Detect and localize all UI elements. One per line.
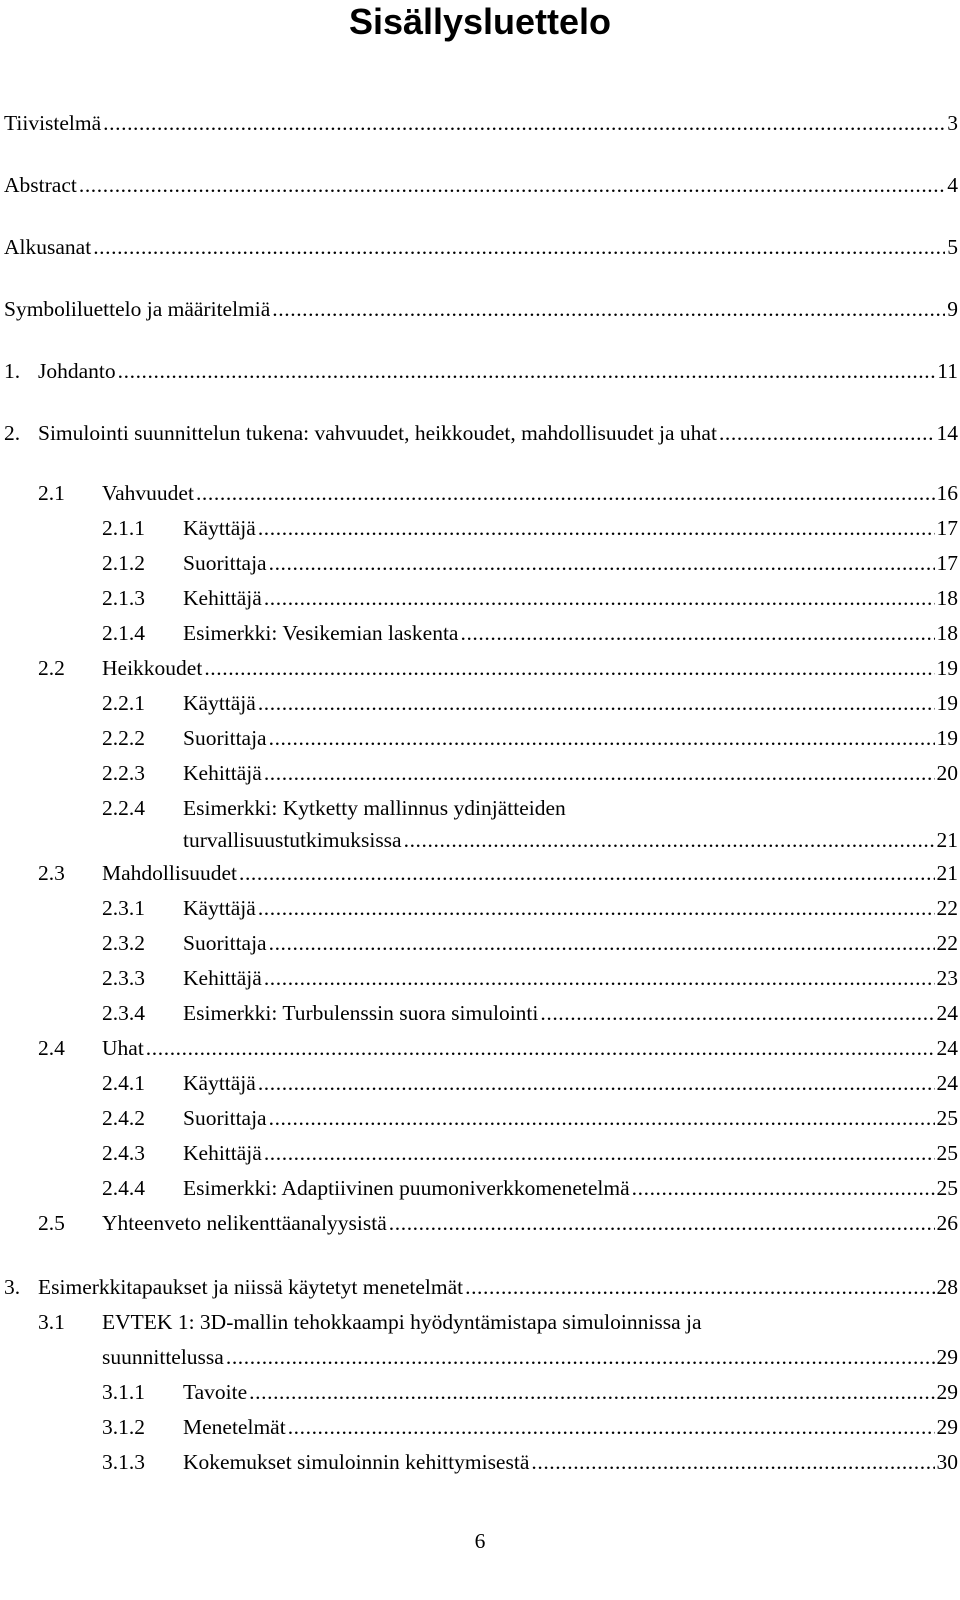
toc-entry[interactable] [0, 1066, 958, 1100]
toc-entry-page: 29 [936, 1415, 958, 1439]
toc-entry-title: Kokemukset simuloinnin kehittymisestä [183, 1450, 530, 1474]
toc-entry[interactable] [0, 1031, 958, 1065]
page-title: Sisällysluettelo [348, 1, 612, 42]
toc-entry[interactable] [0, 1375, 958, 1409]
toc-entry-number: 2.3 [38, 861, 65, 885]
dot-leader [272, 292, 945, 326]
toc-entry-title: Suorittaja [183, 931, 267, 955]
toc-entry-number: 2.1 [38, 481, 65, 505]
toc-entry-number: 2.3.1 [102, 896, 145, 920]
toc-entry-page: 25 [936, 1106, 958, 1130]
toc-entry-title: Johdanto [38, 359, 116, 383]
toc-entry-continuation[interactable] [0, 1340, 958, 1374]
toc-entry-title: Käyttäjä [183, 516, 256, 540]
toc-entry-page: 24 [936, 1036, 958, 1060]
toc-entry[interactable] [0, 891, 958, 925]
toc-entry-title: Esimerkkitapaukset ja niissä käytetyt menetelmät [38, 1275, 464, 1299]
toc-entry-title: Heikkoudet [102, 656, 203, 680]
toc-entry-page: 16 [936, 481, 958, 505]
toc-entry[interactable] [0, 1445, 958, 1479]
toc-entry-number: 2.4.2 [102, 1106, 145, 1130]
dot-leader [239, 856, 935, 890]
dot-leader [632, 1171, 935, 1205]
toc-entry-title: Esimerkki: Adaptiivinen puumoniverkkomenetelmä [183, 1176, 630, 1200]
toc-entry-title: Suorittaja [183, 726, 267, 750]
toc-entry[interactable] [0, 106, 958, 140]
toc-entry-page: 14 [936, 421, 958, 445]
toc-entry-title: Tavoite [183, 1380, 248, 1404]
dot-leader [264, 1136, 935, 1170]
dot-leader [269, 926, 935, 960]
toc-entry-title: Kehittäjä [183, 1141, 262, 1165]
toc-entry-title: Uhat [102, 1036, 144, 1060]
toc-entry-title: EVTEK 1: 3D-mallin tehokkaampi hyödyntämistapa simuloinnissa ja [102, 1310, 702, 1334]
toc-entry[interactable] [0, 756, 958, 790]
dot-leader [404, 823, 935, 857]
dot-leader [264, 961, 935, 995]
dot-leader [288, 1410, 935, 1444]
dot-leader [264, 581, 935, 615]
toc-entry-number: 2.1.2 [102, 551, 145, 575]
toc-entry[interactable] [0, 1171, 958, 1205]
toc-entry-title: Esimerkki: Kytketty mallinnus ydinjätteiden [183, 796, 566, 820]
toc-entry-title: Alkusanat [4, 235, 92, 259]
toc-entry[interactable] [0, 791, 958, 825]
dot-leader [204, 651, 934, 685]
toc-entry-title: Symboliluettelo ja määritelmiä [4, 297, 271, 321]
dot-leader [146, 1031, 935, 1065]
toc-entry[interactable] [0, 686, 958, 720]
dot-leader [540, 996, 934, 1030]
toc-entry-number: 3.1 [38, 1310, 65, 1334]
dot-leader [93, 230, 945, 264]
toc-entry[interactable] [0, 354, 958, 388]
toc-entry-title: Yhteenveto nelikenttäanalyysistä [102, 1211, 387, 1235]
toc-entry[interactable] [0, 856, 958, 890]
toc-entry-number: 2.2.2 [102, 726, 145, 750]
toc-entry[interactable] [0, 292, 958, 326]
toc-entry[interactable] [0, 1270, 958, 1304]
toc-entry[interactable] [0, 581, 958, 615]
toc-entry-title: Simulointi suunnittelun tukena: vahvuudet, heikkoudet, mahdollisuudet ja uhat [38, 421, 717, 445]
toc-entry-page: 5 [947, 235, 958, 259]
toc-entry-title: Esimerkki: Vesikemian laskenta [183, 621, 459, 645]
toc-entry[interactable] [0, 546, 958, 580]
dot-leader [258, 891, 935, 925]
toc-entry-title: Vahvuudet [102, 481, 194, 505]
dot-leader [269, 1101, 935, 1135]
toc-entry-title: Abstract [4, 173, 77, 197]
dot-leader [258, 511, 935, 545]
toc-entry[interactable] [0, 230, 958, 264]
toc-entry-page: 3 [947, 111, 958, 135]
toc-entry-number: 3.1.2 [102, 1415, 145, 1439]
toc-entry-title: Kehittäjä [183, 761, 262, 785]
toc-entry-page: 4 [947, 173, 958, 197]
toc-entry[interactable] [0, 926, 958, 960]
toc-entry-title: Käyttäjä [183, 896, 256, 920]
toc-entry-title: Menetelmät [183, 1415, 286, 1439]
toc-entry-number: 3. [4, 1275, 21, 1299]
toc-entry[interactable] [0, 721, 958, 755]
page-number: 6 [474, 1529, 486, 1553]
toc-entry-title: Esimerkki: Turbulenssin suora simulointi [183, 1001, 539, 1025]
toc-entry[interactable] [0, 961, 958, 995]
toc-entry-page: 11 [937, 359, 958, 383]
toc-entry-page: 17 [936, 516, 958, 540]
dot-leader [269, 721, 935, 755]
toc-entry-page: 26 [936, 1211, 958, 1235]
toc-entry-number: 2.1.4 [102, 621, 145, 645]
toc-entry-number: 2.5 [38, 1211, 65, 1235]
dot-leader [258, 686, 935, 720]
toc-entry-title: Suorittaja [183, 1106, 267, 1130]
toc-entry[interactable] [0, 651, 958, 685]
toc-entry[interactable] [0, 168, 958, 202]
toc-entry-number: 3.1.1 [102, 1380, 145, 1404]
toc-entry-number: 2.3.3 [102, 966, 145, 990]
toc-entry-number: 2.2.1 [102, 691, 145, 715]
dot-leader [531, 1445, 934, 1479]
toc-entry[interactable] [0, 511, 958, 545]
toc-entry-continuation[interactable] [0, 823, 958, 857]
toc-entry-page: 30 [936, 1450, 958, 1474]
toc-entry-page: 18 [936, 621, 958, 645]
dot-leader [269, 546, 935, 580]
toc-entry-number: 2.1.1 [102, 516, 145, 540]
toc-entry-page: 19 [936, 726, 958, 750]
dot-leader [465, 1270, 934, 1304]
toc-entry-number: 2.4.4 [102, 1176, 145, 1200]
toc-entry-page: 22 [936, 931, 958, 955]
toc-entry-page: 9 [947, 297, 958, 321]
toc-entry-number: 2.4.1 [102, 1071, 145, 1095]
toc-entry-title: Käyttäjä [183, 691, 256, 715]
toc-entry-title: Kehittäjä [183, 586, 262, 610]
dot-leader [118, 354, 936, 388]
toc-entry-page: 22 [936, 896, 958, 920]
toc-entry-page: 20 [936, 761, 958, 785]
toc-entry[interactable] [0, 416, 958, 450]
toc-entry-number: 2. [4, 421, 21, 445]
toc-entry-page: 25 [936, 1141, 958, 1165]
dot-leader [79, 168, 945, 202]
toc-entry-page: 23 [936, 966, 958, 990]
toc-entry-number: 2.4 [38, 1036, 65, 1060]
toc-entry-title-continued: turvallisuustutkimuksissa [183, 828, 402, 852]
dot-leader [249, 1375, 934, 1409]
toc-entry-title: Suorittaja [183, 551, 267, 575]
toc-entry-title: Käyttäjä [183, 1071, 256, 1095]
toc-entry-number: 2.2.3 [102, 761, 145, 785]
toc-entry[interactable] [0, 476, 958, 510]
toc-entry-page: 17 [936, 551, 958, 575]
toc-entry[interactable] [0, 1305, 958, 1339]
toc-entry-number: 2.3.2 [102, 931, 145, 955]
dot-leader [258, 1066, 935, 1100]
toc-entry-title-continued: suunnittelussa [102, 1345, 224, 1369]
toc-entry-title: Tiivistelmä [4, 111, 102, 135]
toc-entry-page: 29 [936, 1345, 958, 1369]
toc-entry-title: Mahdollisuudet [102, 861, 237, 885]
toc-entry-number: 3.1.3 [102, 1450, 145, 1474]
toc-entry-page: 21 [936, 861, 958, 885]
dot-leader [460, 616, 934, 650]
dot-leader [719, 416, 935, 450]
toc-entry-page: 24 [936, 1001, 958, 1025]
toc-entry-page: 19 [936, 656, 958, 680]
toc-entry-page: 19 [936, 691, 958, 715]
toc-entry-page: 29 [936, 1380, 958, 1404]
toc-entry-page: 24 [936, 1071, 958, 1095]
dot-leader [226, 1340, 935, 1374]
toc-entry-page: 28 [936, 1275, 958, 1299]
toc-entry-number: 2.2 [38, 656, 65, 680]
toc-entry-page: 25 [936, 1176, 958, 1200]
toc-entry-page: 21 [936, 828, 958, 852]
toc-entry[interactable] [0, 616, 958, 650]
toc-entry-page: 18 [936, 586, 958, 610]
toc-entry-number: 2.2.4 [102, 796, 145, 820]
toc-entry-number: 1. [4, 359, 21, 383]
toc-entry[interactable] [0, 1206, 958, 1240]
toc-entry[interactable] [0, 1136, 958, 1170]
dot-leader [196, 476, 935, 510]
dot-leader [389, 1206, 935, 1240]
toc-entry-title: Kehittäjä [183, 966, 262, 990]
toc-entry-number: 2.4.3 [102, 1141, 145, 1165]
toc-entry[interactable] [0, 996, 958, 1030]
toc-entry-number: 2.3.4 [102, 1001, 145, 1025]
toc-entry[interactable] [0, 1101, 958, 1135]
toc-entry[interactable] [0, 1410, 958, 1444]
dot-leader [264, 756, 935, 790]
dot-leader [103, 106, 945, 140]
toc-entry-number: 2.1.3 [102, 586, 145, 610]
